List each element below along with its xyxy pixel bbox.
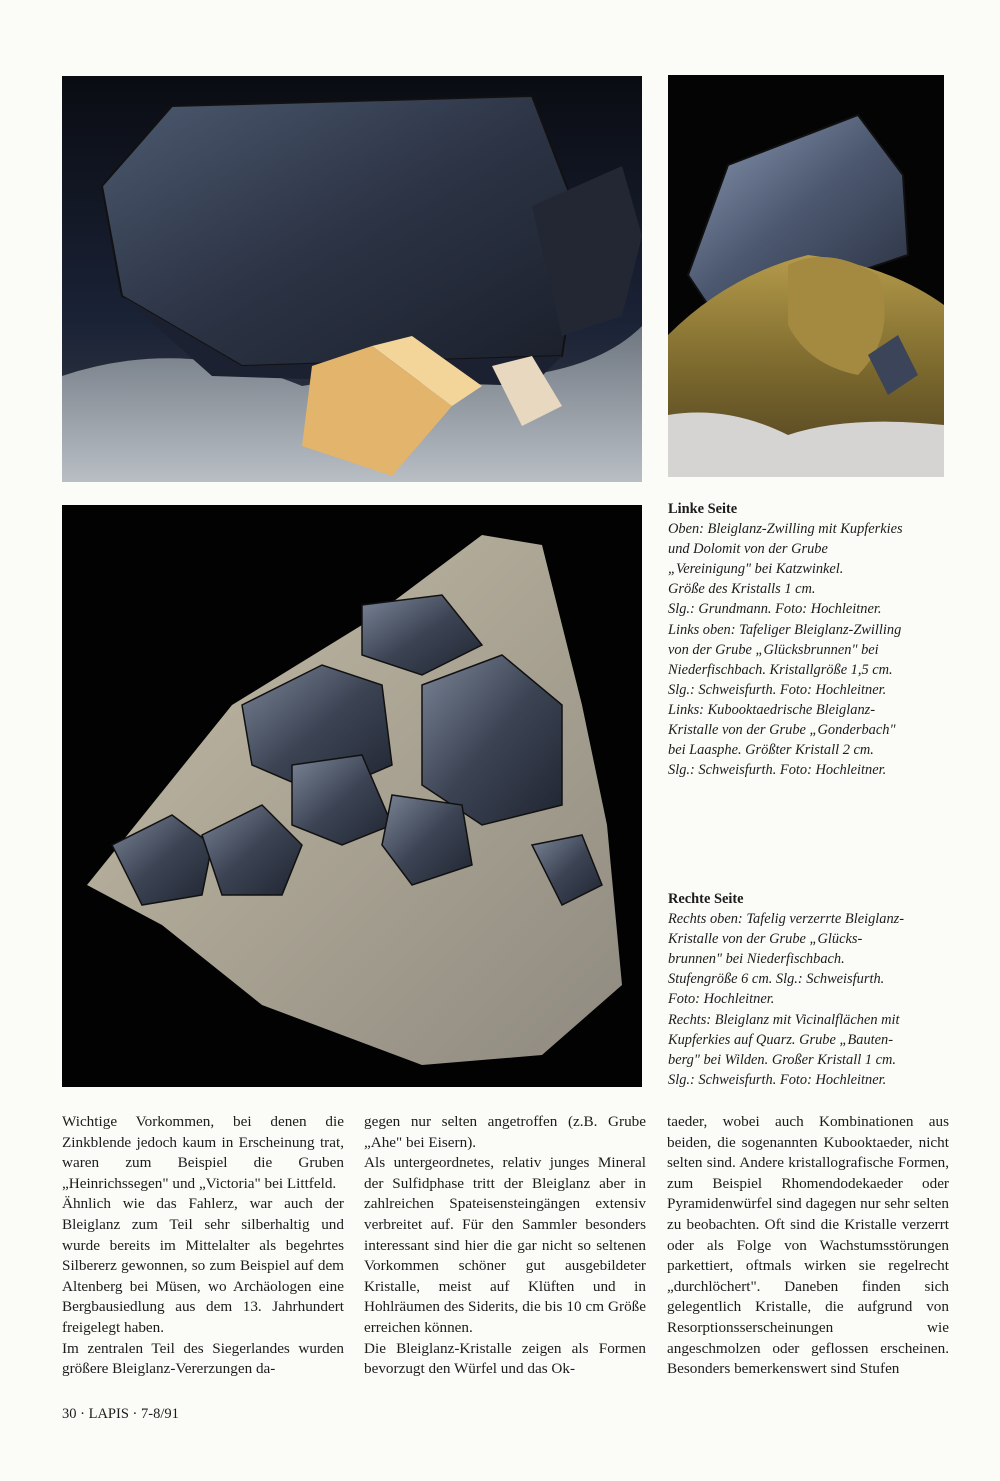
caption-line: berg" bei Wilden. Großer Kristall 1 cm.: [668, 1051, 897, 1068]
caption-line: Slg.: Schweisfurth. Foto: Hochleitner.: [668, 681, 887, 698]
caption-line: Stufengröße 6 cm. Slg.: Schweisfurth.: [668, 971, 885, 988]
body-column-1: [62, 1112, 344, 1380]
caption-line: Foto: Hochleitner.: [668, 991, 775, 1008]
galena-twin-photo-illustration: [62, 76, 642, 482]
caption-heading: Rechte Seite: [668, 891, 744, 907]
caption-line: Niederfischbach. Kristallgröße 1,5 cm.: [668, 661, 893, 678]
body-column-2: [364, 1112, 646, 1380]
photo-bottom-left: [62, 505, 642, 1087]
cuboctahedral-galena-photo-illustration: [62, 505, 642, 1087]
body-paragraph: Im zentralen Teil des Siegerlandes wurden größere Bleiglanz-Vererzungen da-: [62, 1339, 344, 1378]
caption-line: Links oben: Tafeliger Bleiglanz-Zwilling: [668, 621, 902, 638]
caption-line: Kupferkies auf Quarz. Grube „Bauten-: [668, 1031, 894, 1048]
caption-line: Rechts oben: Tafelig verzerrte Bleiglanz-: [668, 911, 905, 928]
issue-number: 7-8/91: [140, 1406, 179, 1422]
caption-line: Oben: Bleiglanz-Zwilling mit Kupferkies: [668, 521, 903, 538]
magazine-name: LAPIS: [88, 1406, 129, 1422]
page-footer: [62, 1406, 179, 1423]
footer-separator: ·: [132, 1406, 138, 1422]
body-paragraph: gegen nur selten angetroffen (z.B. Grube „Ahe" bei Eisern).: [364, 1113, 646, 1151]
footer-separator: ·: [80, 1406, 85, 1422]
body-column-3: [667, 1112, 949, 1380]
body-paragraph: Wichtige Vorkommen, bei denen die Zinkblende jedoch kaum in Erscheinung trat, waren zum Beispiel die Gruben „Heinrichssegen" und „Victoria" bei Littfeld.: [62, 1113, 344, 1192]
caption-line: bei Laasphe. Größter Kristall 2 cm.: [668, 742, 874, 759]
caption-line: Rechts: Bleiglanz mit Vicinalflächen mit: [668, 1011, 900, 1028]
caption-line: Slg.: Schweisfurth. Foto: Hochleitner.: [668, 1071, 887, 1088]
page-number: 30: [62, 1406, 77, 1422]
caption-line: Links: Kubooktaedrische Bleiglanz-: [668, 701, 876, 718]
tabular-galena-photo-illustration: [668, 75, 944, 477]
caption-line: Kristalle von der Grube „Glücks-: [668, 931, 863, 948]
photo-top-left: [62, 76, 642, 482]
caption-right-page: [668, 889, 958, 1090]
caption-left-page: [668, 499, 958, 780]
caption-heading: Linke Seite: [668, 501, 738, 517]
caption-line: „Vereinigung" bei Katzwinkel.: [668, 561, 844, 578]
body-paragraph: taeder, wobei auch Kombinationen aus beiden, die sogenannten Kubooktaeder, nicht selten sind. Andere kristallografische Formen, zum Beispiel Rhomendodekaeder oder Pyramidenwürfel sind dagegen nur sehr selten zu beobachten. Oft sind die Kristalle verzerrt oder als Folge von Wachstumsstörungen parkettiert, oftmals wirken sie regelrecht „durchlöchert". Daneben finden sich gelegentlich Kristalle, die aufgrund von Resorptionsserscheinungen wie angeschmolzen oder geflossen erscheinen. Besonders bemerkenswert sind Stufen: [667, 1113, 949, 1378]
caption-line: Slg.: Grundmann. Foto: Hochleitner.: [668, 601, 882, 618]
caption-line: brunnen" bei Niederfischbach.: [668, 951, 845, 968]
body-paragraph: Die Bleiglanz-Kristalle zeigen als Formen bevorzugt den Würfel und das Ok-: [364, 1339, 646, 1378]
body-paragraph: Ähnlich wie das Fahlerz, war auch der Bleiglanz zum Teil sehr silberhaltig und wurde bereits im Mittelalter als begehrtes Silbererz gewonnen, so zum Beispiel auf dem Altenberg bei Müsen, wo Archäologen eine Bergbausiedlung aus dem 13. Jahrhundert freigelegt haben.: [62, 1195, 344, 1336]
photo-top-right: [668, 75, 944, 477]
caption-line: und Dolomit von der Grube: [668, 541, 828, 558]
caption-line: Größe des Kristalls 1 cm.: [668, 581, 816, 598]
caption-line: Slg.: Schweisfurth. Foto: Hochleitner.: [668, 762, 887, 779]
caption-line: Kristalle von der Grube „Gonderbach": [668, 722, 896, 739]
caption-line: von der Grube „Glücksbrunnen" bei: [668, 641, 879, 658]
body-paragraph: Als untergeordnetes, relativ junges Mineral der Sulfidphase tritt der Bleiglanz aber in zahlreichen Spateisensteingängen extensiv verbreitet auf. Für den Sammler besonders interessant sind hier die gar nicht so seltenen Vorkommen schöner gut ausgebildeter Kristalle, meist auf Klüften und in Hohlräumen des Siderits, die bis 10 cm Größe erreichen können.: [364, 1154, 646, 1336]
